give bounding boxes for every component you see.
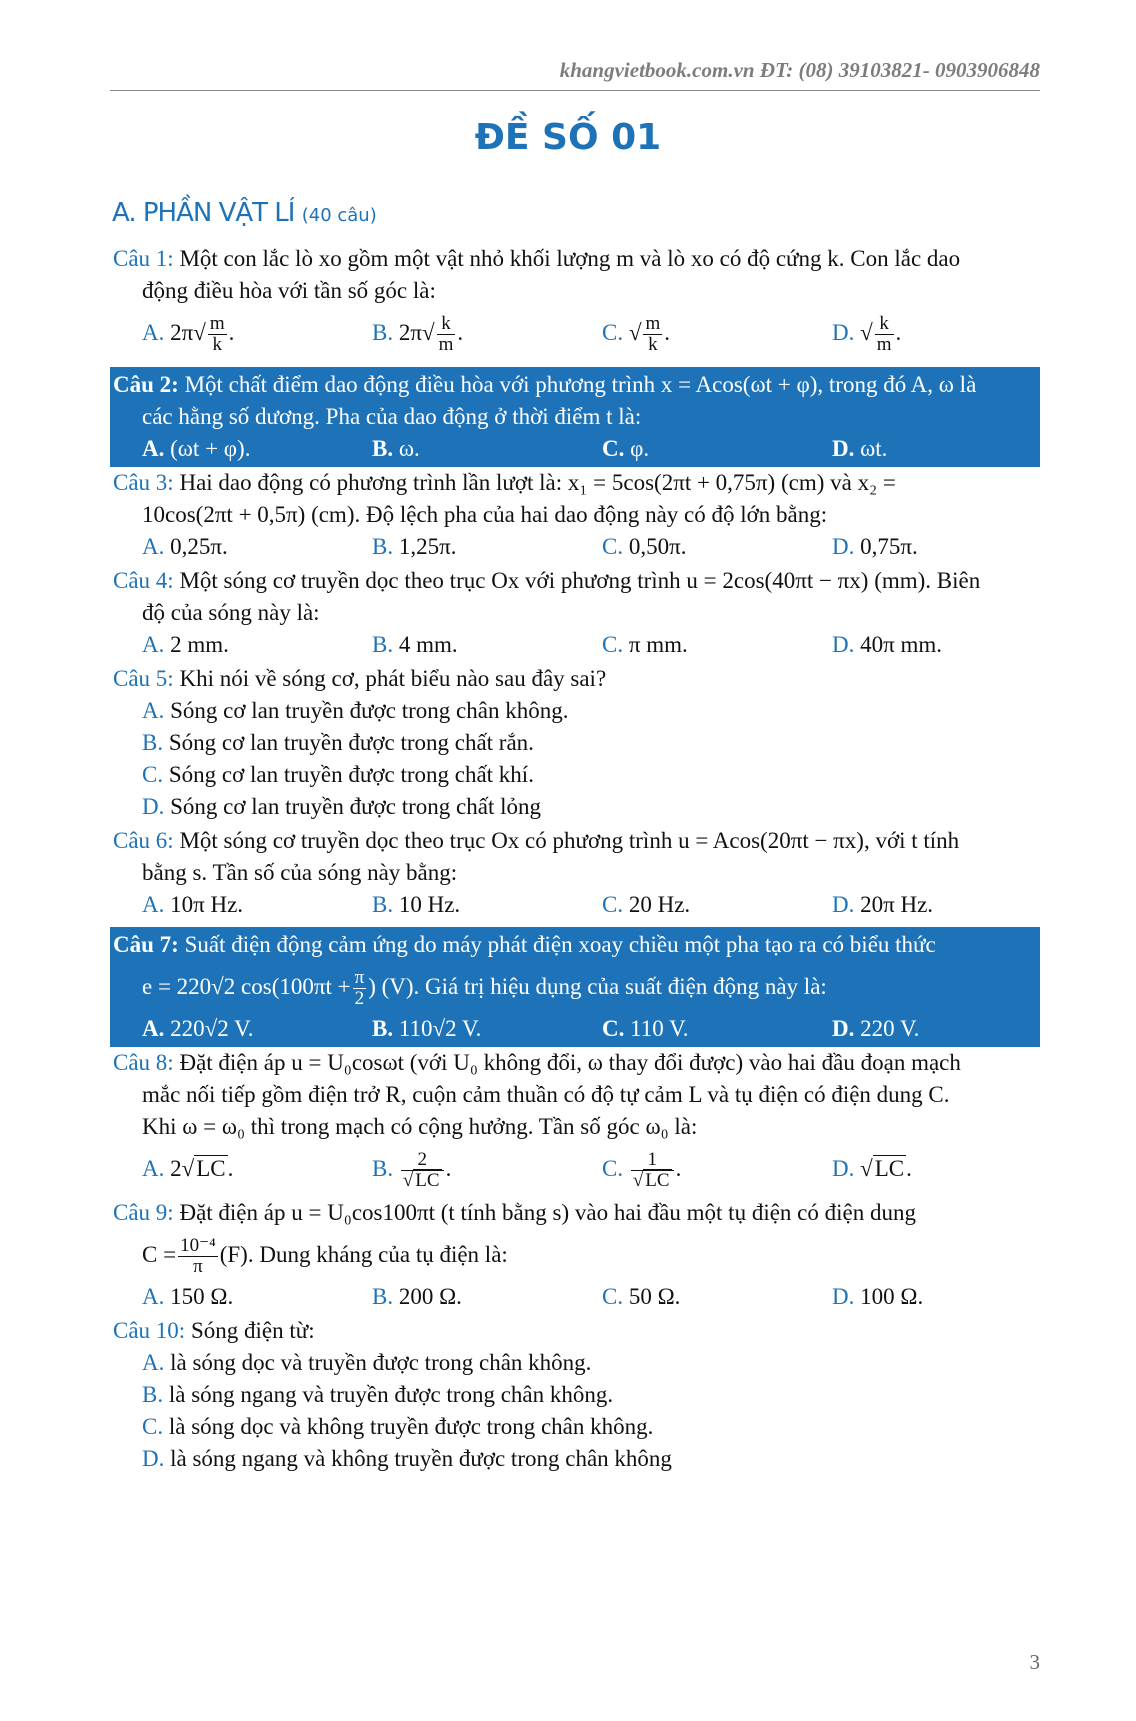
option-a: A. 2√LC. bbox=[142, 1156, 234, 1181]
question-7 bbox=[110, 927, 1040, 1047]
option-a: A. 2 mm. bbox=[142, 632, 229, 657]
option-c: C. φ. bbox=[602, 436, 650, 461]
option-d: D. 220 V. bbox=[832, 1016, 920, 1041]
question-5 bbox=[110, 663, 1040, 825]
options-row bbox=[113, 1281, 1037, 1313]
option-a: A. 150 Ω. bbox=[142, 1284, 234, 1309]
option-b: B. Sóng cơ lan truyền được trong chất rắn. bbox=[142, 730, 534, 755]
option-d: D. ωt. bbox=[832, 436, 888, 461]
question-equation: e = 220√2 cos(100πt + $\frac{\pi}{2}$ ) (V). Giá trị hiệu dụng của suất điện động này là: bbox=[142, 967, 827, 1010]
question-text-cont: độ của sóng này là: bbox=[142, 600, 320, 625]
options-row bbox=[113, 1143, 1037, 1195]
option-a: A. 220√2 V. bbox=[142, 1016, 254, 1041]
question-2 bbox=[110, 367, 1040, 467]
option-d: D. là sóng ngang và không truyền được trong chân không bbox=[142, 1446, 672, 1471]
option-d: D. Sóng cơ lan truyền được trong chất lỏng bbox=[142, 794, 541, 819]
option-c: C. √ $\frac{m}{k}$ . bbox=[602, 313, 670, 356]
question-text: Một sóng cơ truyền dọc theo trục Ox có phương trình u = Acos(20πt − πx), với t tính bbox=[179, 828, 960, 853]
question-label: Câu 8: bbox=[113, 1050, 174, 1075]
section-count: (40 câu) bbox=[301, 205, 377, 226]
options-row bbox=[113, 433, 1037, 465]
question-3 bbox=[110, 467, 1040, 565]
options-row bbox=[113, 889, 1037, 921]
question-label: Câu 4: bbox=[113, 568, 174, 593]
question-text-cont: các hằng số dương. Pha của dao động ở thời điểm t là: bbox=[142, 404, 642, 429]
question-text-cont: mắc nối tiếp gồm điện trở R, cuộn cảm thuần có độ tự cảm L và tụ điện có điện dung C. bbox=[142, 1082, 950, 1107]
option-d: D. √LC. bbox=[832, 1156, 912, 1181]
option-b: B. 2π√ $\frac{k}{m}$ . bbox=[372, 313, 464, 356]
question-text: Một chất điểm dao động điều hòa với phương trình x = Acos(ωt + φ), trong đó A, ω là bbox=[184, 372, 977, 397]
question-equation: C = $\frac{\text{10⁻⁴}}{\pi}$ (F). Dung kháng của tụ điện là: bbox=[142, 1235, 508, 1278]
header-site: khangvietbook.com.vn bbox=[559, 58, 755, 82]
option-c: C. $\frac{1}{√ LC}$ . bbox=[602, 1149, 682, 1192]
option-c: C. π mm. bbox=[602, 632, 688, 657]
option-c: C. Sóng cơ lan truyền được trong chất khí. bbox=[142, 762, 534, 787]
question-label: Câu 10: bbox=[113, 1318, 186, 1343]
header-divider bbox=[110, 90, 1040, 91]
question-label: Câu 5: bbox=[113, 666, 174, 691]
question-label: Câu 6: bbox=[113, 828, 174, 853]
question-9 bbox=[110, 1197, 1040, 1315]
option-b: B. $\frac{2}{√ LC}$ . bbox=[372, 1149, 452, 1192]
page-title: ĐỀ SỐ 01 bbox=[474, 117, 662, 158]
question-text-cont: Khi ω = ω₀ thì trong mạch có cộng hưởng. Tần số góc ω₀ là: bbox=[142, 1114, 698, 1139]
option-a: A. là sóng dọc và truyền được trong chân không. bbox=[142, 1350, 592, 1375]
option-c: C. 0,50π. bbox=[602, 534, 687, 559]
options-row bbox=[113, 307, 1037, 359]
options-list bbox=[113, 1347, 1037, 1475]
question-text-cont: 10cos(2πt + 0,5π) (cm). Độ lệch pha của hai dao động này có độ lớn bằng: bbox=[142, 502, 828, 527]
section-label: A. PHẦN VẬT LÍ bbox=[112, 198, 295, 228]
question-8 bbox=[110, 1047, 1040, 1197]
question-label: Câu 9: bbox=[113, 1200, 174, 1225]
option-a: A. (ωt + φ). bbox=[142, 436, 251, 461]
page-header bbox=[110, 58, 1040, 83]
option-b: B. 10 Hz. bbox=[372, 892, 461, 917]
option-a: A. Sóng cơ lan truyền được trong chân không. bbox=[142, 698, 569, 723]
option-d: D. 40π mm. bbox=[832, 632, 943, 657]
options-row bbox=[113, 1013, 1037, 1045]
question-text: Khi nói về sóng cơ, phát biểu nào sau đây sai? bbox=[179, 666, 607, 691]
option-a: A. 0,25π. bbox=[142, 534, 228, 559]
header-phone: ĐT: (08) 39103821- 0903906848 bbox=[759, 58, 1040, 82]
options-row bbox=[113, 629, 1037, 661]
option-b: B. 1,25π. bbox=[372, 534, 457, 559]
options-row bbox=[113, 531, 1037, 563]
option-c: C. 20 Hz. bbox=[602, 892, 691, 917]
option-d: D. 100 Ω. bbox=[832, 1284, 924, 1309]
option-d: D. 20π Hz. bbox=[832, 892, 934, 917]
option-c: C. là sóng dọc và không truyền được trong chân không. bbox=[142, 1414, 654, 1439]
option-a: A. 2π√ $\frac{m}{k}$ . bbox=[142, 313, 235, 356]
question-list bbox=[110, 243, 1040, 1477]
question-text: Hai dao động có phương trình lần lượt là: x₁ = 5cos(2πt + 0,75π) (cm) và x₂ = bbox=[179, 470, 896, 495]
question-label: Câu 3: bbox=[113, 470, 174, 495]
option-a: A. 10π Hz. bbox=[142, 892, 244, 917]
question-label: Câu 7: bbox=[113, 932, 179, 957]
option-b: B. là sóng ngang và truyền được trong chân không. bbox=[142, 1382, 614, 1407]
option-b: B. 110√2 V. bbox=[372, 1016, 482, 1041]
question-label: Câu 2: bbox=[113, 372, 179, 397]
question-label: Câu 1: bbox=[113, 246, 174, 271]
question-text-cont: bằng s. Tần số của sóng này bằng: bbox=[142, 860, 458, 885]
question-text: Một con lắc lò xo gồm một vật nhỏ khối lượng m và lò xo có độ cứng k. Con lắc dao bbox=[179, 246, 961, 271]
option-d: D. √ $\frac{k}{m}$ . bbox=[832, 313, 902, 356]
option-c: C. 110 V. bbox=[602, 1016, 689, 1041]
option-c: C. 50 Ω. bbox=[602, 1284, 681, 1309]
question-6 bbox=[110, 825, 1040, 923]
question-text-cont: động điều hòa với tần số góc là: bbox=[142, 278, 436, 303]
page-number: 3 bbox=[1029, 1650, 1040, 1674]
question-text: Một sóng cơ truyền dọc theo trục Ox với phương trình u = 2cos(40πt − πx) (mm). Biên bbox=[179, 568, 981, 593]
option-b: B. 200 Ω. bbox=[372, 1284, 462, 1309]
question-4 bbox=[110, 565, 1040, 663]
question-text: Đặt điện áp u = U₀cosωt (với U₀ không đổi, ω thay đổi được) vào hai đầu đoạn mạch bbox=[179, 1050, 961, 1075]
options-list bbox=[113, 695, 1037, 823]
question-text: Suất điện động cảm ứng do máy phát điện xoay chiều một pha tạo ra có biểu thức bbox=[184, 932, 936, 957]
section-heading bbox=[112, 198, 377, 228]
question-1 bbox=[110, 243, 1040, 361]
question-text: Đặt điện áp u = U₀cos100πt (t tính bằng s) vào hai đầu một tụ điện có điện dung bbox=[179, 1200, 916, 1225]
question-text: Sóng điện từ: bbox=[190, 1318, 315, 1343]
option-b: B. 4 mm. bbox=[372, 632, 458, 657]
option-b: B. ω. bbox=[372, 436, 420, 461]
question-10 bbox=[110, 1315, 1040, 1477]
option-d: D. 0,75π. bbox=[832, 534, 918, 559]
